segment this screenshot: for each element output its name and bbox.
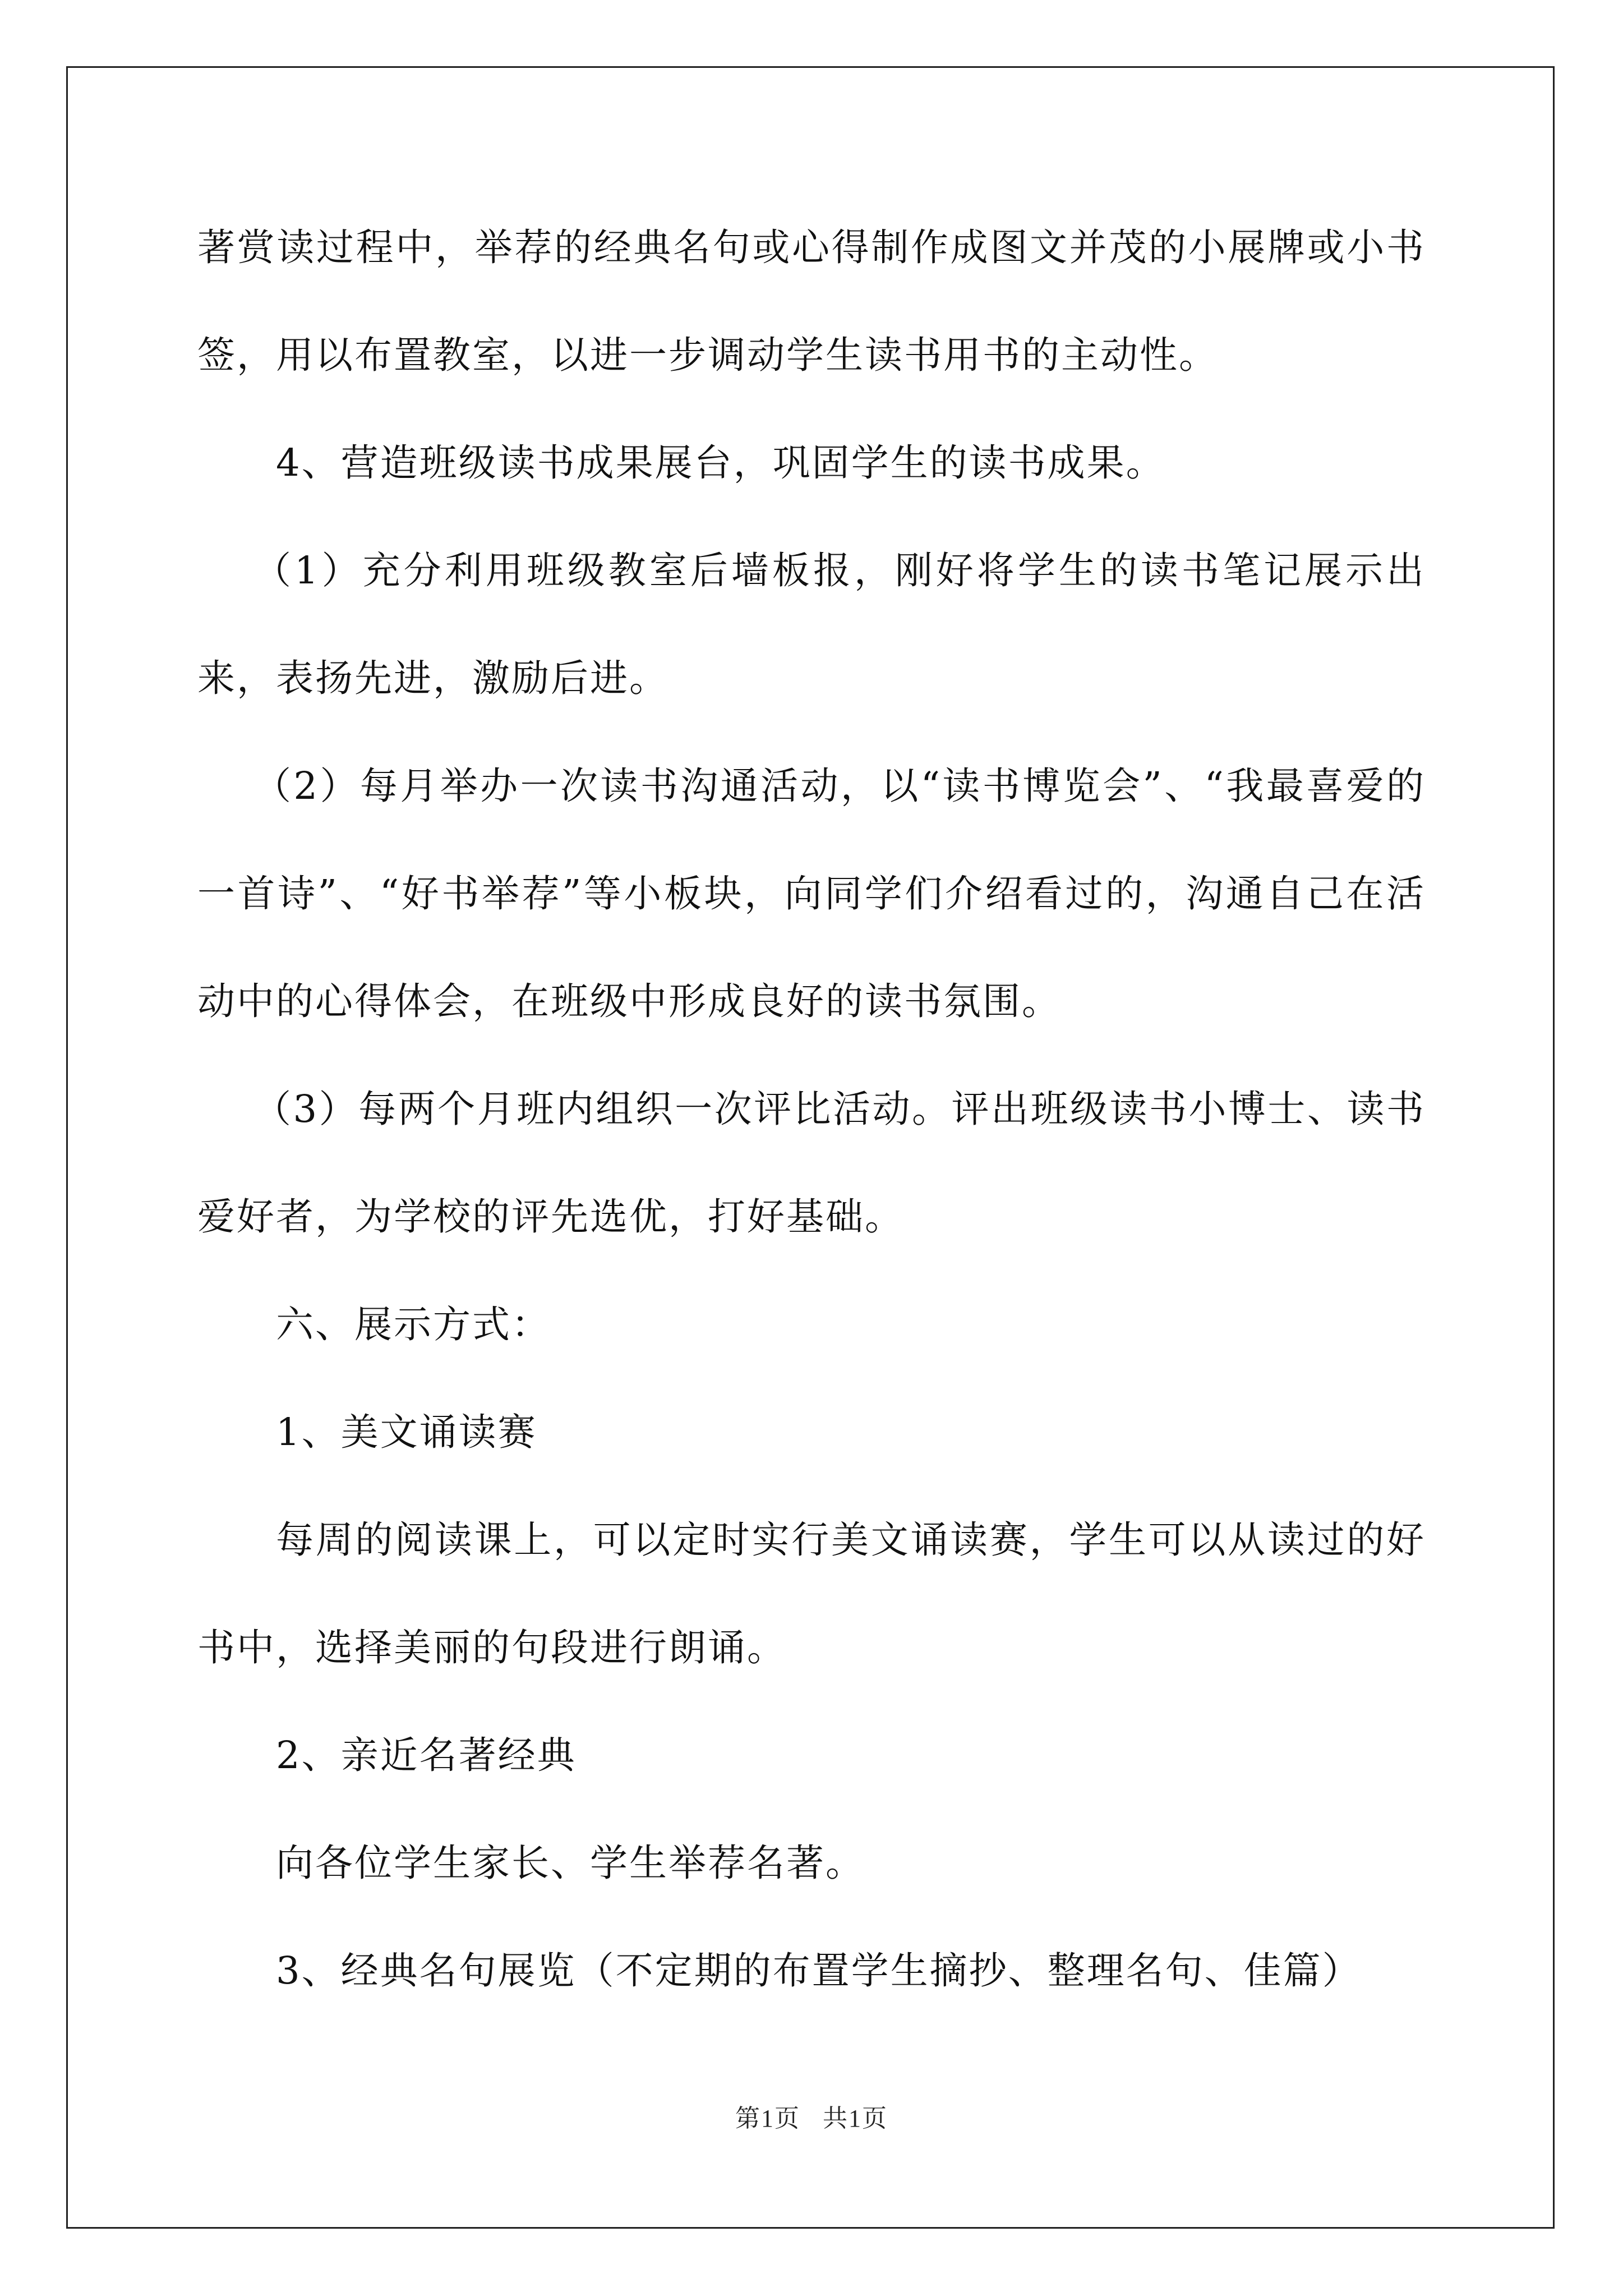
- paragraph: （2）每月举办一次读书沟通活动，以“读书博览会”、“我最喜爱的一首诗”、“好书举荐”等小板块，向同学们介绍看过的，沟通自己在活动中的心得体会，在班级中形成良好的读书氛围。: [197, 764, 1426, 1023]
- paragraph: 著赏读过程中，举荐的经典名句或心得制作成图文并茂的小展牌或小书签，用以布置教室，以进一步调动学生读书用书的主动性。: [197, 226, 1426, 377]
- paragraph: （3）每两个月班内组织一次评比活动。评出班级读书小博士、读书爱好者，为学校的评先选优，打好基础。: [197, 1087, 1426, 1239]
- paragraph: （1）充分利用班级教室后墙板报，刚好将学生的读书笔记展示出来，表扬先进，激励后进。: [197, 549, 1426, 700]
- document-body: [197, 194, 1426, 2024]
- section-heading: 六、展示方式：: [276, 1303, 551, 1346]
- page-footer: [0, 2098, 1623, 2134]
- paragraph: 向各位学生家长、学生举荐名著。: [276, 1841, 865, 1885]
- subsection-heading: 3、经典名句展览（不定期的布置学生摘抄、整理名句、佳篇）: [276, 1949, 1362, 1993]
- paragraph: 每周的阅读课上，可以定时实行美文诵读赛，学生可以从读过的好书中，选择美丽的句段进行朗诵。: [197, 1518, 1426, 1669]
- subsection-heading: 2、亲近名著经典: [276, 1733, 577, 1777]
- subsection-heading: 1、美文诵读赛: [276, 1410, 537, 1454]
- page-number: 第1页: [735, 2105, 800, 2132]
- paragraph: 4、营造班级读书成果展台，巩固学生的读书成果。: [276, 441, 1165, 485]
- page-total: 共1页: [823, 2105, 888, 2132]
